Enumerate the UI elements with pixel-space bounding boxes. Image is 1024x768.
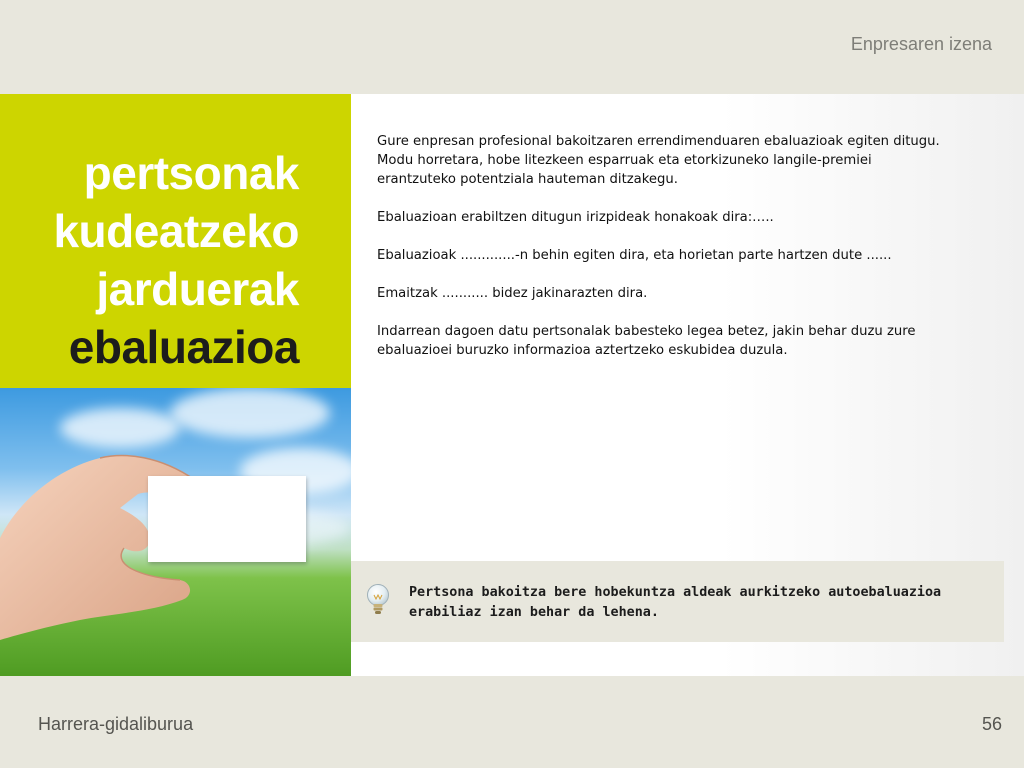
blank-card xyxy=(148,476,306,562)
title-line-3: jarduerak xyxy=(96,263,299,315)
paragraph: Emaitzak ........... bidez jakinarazten dira. xyxy=(377,286,648,301)
paragraph: Ebaluazioan erabiltzen ditugun irizpideak honakoak dira:….. xyxy=(377,210,774,225)
guide-name: Harrera-gidaliburua xyxy=(38,714,194,734)
slide-band xyxy=(0,94,1024,676)
paragraph: Ebaluazioak .............-n behin egiten dira, eta horietan parte hartzen dute ...... xyxy=(377,248,892,263)
body-text xyxy=(377,132,947,379)
title-panel xyxy=(0,94,351,388)
title-line-2: kudeatzeko xyxy=(53,205,299,257)
title-line-1: pertsonak xyxy=(83,147,299,199)
page-number: 56 xyxy=(981,714,1002,734)
lightbulb-icon xyxy=(365,583,391,617)
tip-box xyxy=(351,561,1004,642)
title-emphasis: ebaluazioa xyxy=(68,321,299,373)
hand-card-photo xyxy=(0,388,351,676)
paragraph: Gure enpresan profesional bakoitzaren errendimenduaren ebaluazioak egiten ditugu. Modu horretara, hobe litezkeen esparruak eta etorkizuneko langile-premiei erantzuteko potentziala hauteman ditzakegu. xyxy=(377,134,940,187)
company-name: Enpresaren izena xyxy=(850,34,992,54)
tip-text: Pertsona bakoitza bere hobekuntza aldeak aurkitzeko autoebaluazioa erabiliaz izan behar da lehena. xyxy=(409,585,942,620)
paragraph: Indarrean dagoen datu pertsonalak babesteko legea betez, jakin behar duzu zure ebaluazioei buruzko informazioa aztertzeko eskubidea duzula. xyxy=(377,324,916,358)
content-panel xyxy=(351,94,1024,676)
